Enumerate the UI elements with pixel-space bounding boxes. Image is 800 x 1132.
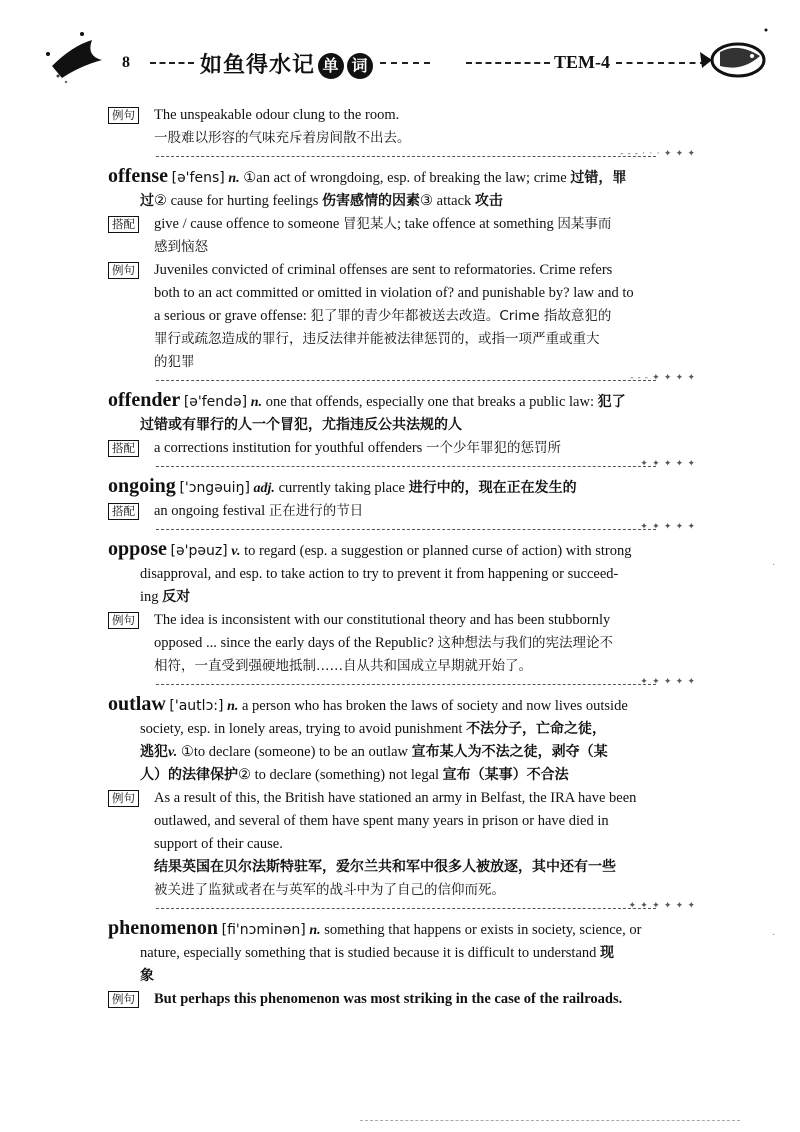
page-header bbox=[0, 18, 800, 88]
entry-phenomenon: phenomenon [fi'nɔminən] n. something that happens or exists in society, science, or nature, especially something that is studied because it is difficult to understand 现 象 例句 But perhaps this phenomenon was most striking in the case of the railroads. bbox=[108, 917, 674, 1011]
margin-mark: · bbox=[772, 560, 776, 571]
collocation-block: 搭配 a corrections institution for youthful offenders 一个少年罪犯的惩罚所 bbox=[108, 437, 674, 460]
book-title: 如鱼得水记 单 词 bbox=[200, 48, 373, 79]
phonetic: [ə'pəuz] bbox=[170, 543, 228, 559]
phonetic: [ə'fendə] bbox=[183, 394, 248, 410]
entry-outlaw: outlaw ['autlɔ:] n. a person who has broken the laws of society and now lives outside society, esp. in lonely areas, trying to avoid punishment 不法分子，亡命之徒， 逃犯v. ①to declare (someone) to be an outlaw 宣布某人为不法之徒，剥夺（某 人）的法律保护② to declare (something) not legal 宣布（某事）不合法 例句 As a result of this, the British have stationed an army in Belfast, the IRA have been outlawed, and several of them have spent many years in prison or have died in support of their cause. 结果英国在贝尔法斯特驻军，爱尔兰共和军中很多人被放逐，其中还有一些 被关进了监狱或者在与英军的战斗中为了自己的信仰而死。 ✦ ✦ ✦ ✦ ✦ ✦ bbox=[108, 693, 696, 910]
headword-line: outlaw ['autlɔ:] n. a person who has broken the laws of society and now lives outside bbox=[108, 693, 628, 715]
collocation-tag: 搭配 bbox=[108, 216, 139, 233]
entry-separator: - - - · · · ✦ ✦ ✦ bbox=[156, 156, 656, 157]
part-of-speech: n. bbox=[227, 699, 239, 714]
headword: offense bbox=[108, 165, 168, 187]
headword: phenomenon bbox=[108, 917, 219, 939]
margin-mark: · bbox=[772, 930, 776, 941]
headword: outlaw bbox=[108, 693, 166, 715]
example-tag: 例句 bbox=[108, 991, 139, 1008]
headword: offender bbox=[108, 389, 181, 411]
collocation-block: 搭配 give / cause offence to someone 冒犯某人; take offence at something 因某事而 感到恼怒 bbox=[108, 213, 674, 259]
example-block: 例句 But perhaps this phenomenon was most striking in the case of the railroads. bbox=[108, 988, 674, 1011]
example-en: The unspeakable odour clung to the room. bbox=[154, 107, 400, 123]
collocation-tag: 搭配 bbox=[108, 503, 139, 520]
header-dash bbox=[466, 62, 550, 64]
entry-separator: ✦ ✦ ✦ ✦ ✦ bbox=[156, 529, 656, 530]
headword-line: offender [ə'fendə] n. one that offends, especially one that breaks a public law: 犯了 bbox=[108, 389, 626, 411]
entry-separator: ✦ ✦ ✦ ✦ ✦ bbox=[156, 684, 656, 685]
collocation-block: 搭配 an ongoing festival 正在进行的节日 bbox=[108, 500, 674, 523]
entry-offense bbox=[108, 165, 696, 382]
definition: ①an act of wrongdoing, esp. of breaking the law; crime bbox=[243, 170, 571, 186]
bottom-rule bbox=[360, 1120, 740, 1121]
page-number: 8 bbox=[122, 54, 130, 71]
example-block: 例句 The idea is inconsistent with our constitutional theory and has been stubbornly opposed ... since the early days of the Republic? 这种想法与我们的宪法理论不 相符，一直受到强硬地抵制……自从共和国成立早期就开始了。 bbox=[108, 609, 674, 678]
headword-line: oppose [ə'pəuz] v. to regard (esp. a suggestion or planned curse of action) with strong bbox=[108, 538, 632, 560]
header-dash bbox=[380, 62, 430, 64]
part-of-speech: n. bbox=[250, 395, 263, 410]
entry-offender bbox=[108, 389, 696, 468]
exam-label: TEM-4 bbox=[554, 52, 610, 72]
fish-swirl-icon bbox=[690, 22, 770, 94]
entry-oppose: oppose [ə'pəuz] v. to regard (esp. a suggestion or planned curse of action) with strong disapproval, and esp. to take action to try to prevent it from happening or succeed- ing 反对 例句 The idea is inconsistent with our constitutional theory and has been stubbornly opposed ... since the early days of the Republic? 这种想法与我们的宪法理论不 相符，一直受到强硬地抵制……自从共和国成立早期就开始了。 ✦ ✦ ✦ ✦ ✦ bbox=[108, 538, 696, 686]
example-tag: 例句 bbox=[108, 262, 139, 279]
phonetic: [fi'nɔminən] bbox=[221, 922, 306, 938]
phonetic: ['ɔngəuiŋ] bbox=[179, 480, 250, 496]
headword-line: ongoing ['ɔngəuiŋ] adj. currently taking place 进行中的，现在正在发生的 bbox=[108, 475, 577, 497]
headword-line bbox=[108, 165, 674, 190]
headword: ongoing bbox=[108, 475, 176, 497]
example-zh: 一股难以形容的气味充斥着房间散不出去。 bbox=[154, 130, 411, 146]
example-tag: 例句 bbox=[108, 790, 139, 807]
entry-ongoing bbox=[108, 475, 696, 531]
example-block: 例句 As a result of this, the British have stationed an army in Belfast, the IRA have been outlawed, and several of them have spent many years in prison or have died in support of their cause. 结果英国在贝尔法斯特驻军，爱尔兰共和军中很多人被放逐，其中还有一些 被关进了监狱或者在与英军的战斗中为了自己的信仰而死。 bbox=[108, 787, 674, 902]
phonetic: [ə'fens] bbox=[171, 170, 225, 186]
entry-preceding-example bbox=[108, 104, 696, 158]
part-of-speech: v. bbox=[231, 544, 241, 559]
phonetic: ['autlɔ:] bbox=[169, 698, 224, 714]
example-tag: 例句 bbox=[108, 612, 139, 629]
entry-separator: ✦ ✦ ✦ ✦ ✦ bbox=[156, 466, 656, 467]
part-of-speech: n. bbox=[309, 923, 321, 938]
header-dash bbox=[150, 62, 194, 64]
part-of-speech: n. bbox=[228, 171, 240, 186]
example-tag: 例句 bbox=[108, 107, 139, 124]
bird-splash-icon bbox=[42, 26, 114, 88]
definition-cont: 过② cause for hurting feelings 伤害感情的因素③ attack 攻击 bbox=[140, 193, 503, 209]
entries-list bbox=[108, 104, 696, 1019]
example-block: 例句 Juveniles convicted of criminal offenses are sent to reformatories. Crime refers both to an act committed or omitted in violation of? and punishable by? law and to a serious or grave offense: 犯了罪的青少年都被送去改造。Crime 指故意犯的 罪行或疏忽造成的罪行，违反法律并能被法律惩罚的，或指一项严重或重大 的犯罪 bbox=[108, 259, 674, 374]
badge-char-2: 词 bbox=[347, 53, 373, 79]
entry-separator: ✦ ✦ ✦ ✦ ✦ ✦ bbox=[156, 908, 656, 909]
example-block bbox=[108, 104, 674, 150]
entry-separator: - - - ✦ ✦ ✦ ✦ bbox=[156, 380, 656, 381]
headword: oppose bbox=[108, 538, 167, 560]
collocation-tag: 搭配 bbox=[108, 440, 139, 457]
badge-char-1: 单 bbox=[318, 53, 344, 79]
part-of-speech: adj. bbox=[253, 481, 275, 496]
definition-cont: 过错或有罪行的人一个冒犯，尤指违反公共法规的人 bbox=[140, 417, 462, 433]
definition-zh: 过错，罪 bbox=[570, 170, 627, 186]
headword-line: phenomenon [fi'nɔminən] n. something that happens or exists in society, science, or bbox=[108, 917, 642, 939]
